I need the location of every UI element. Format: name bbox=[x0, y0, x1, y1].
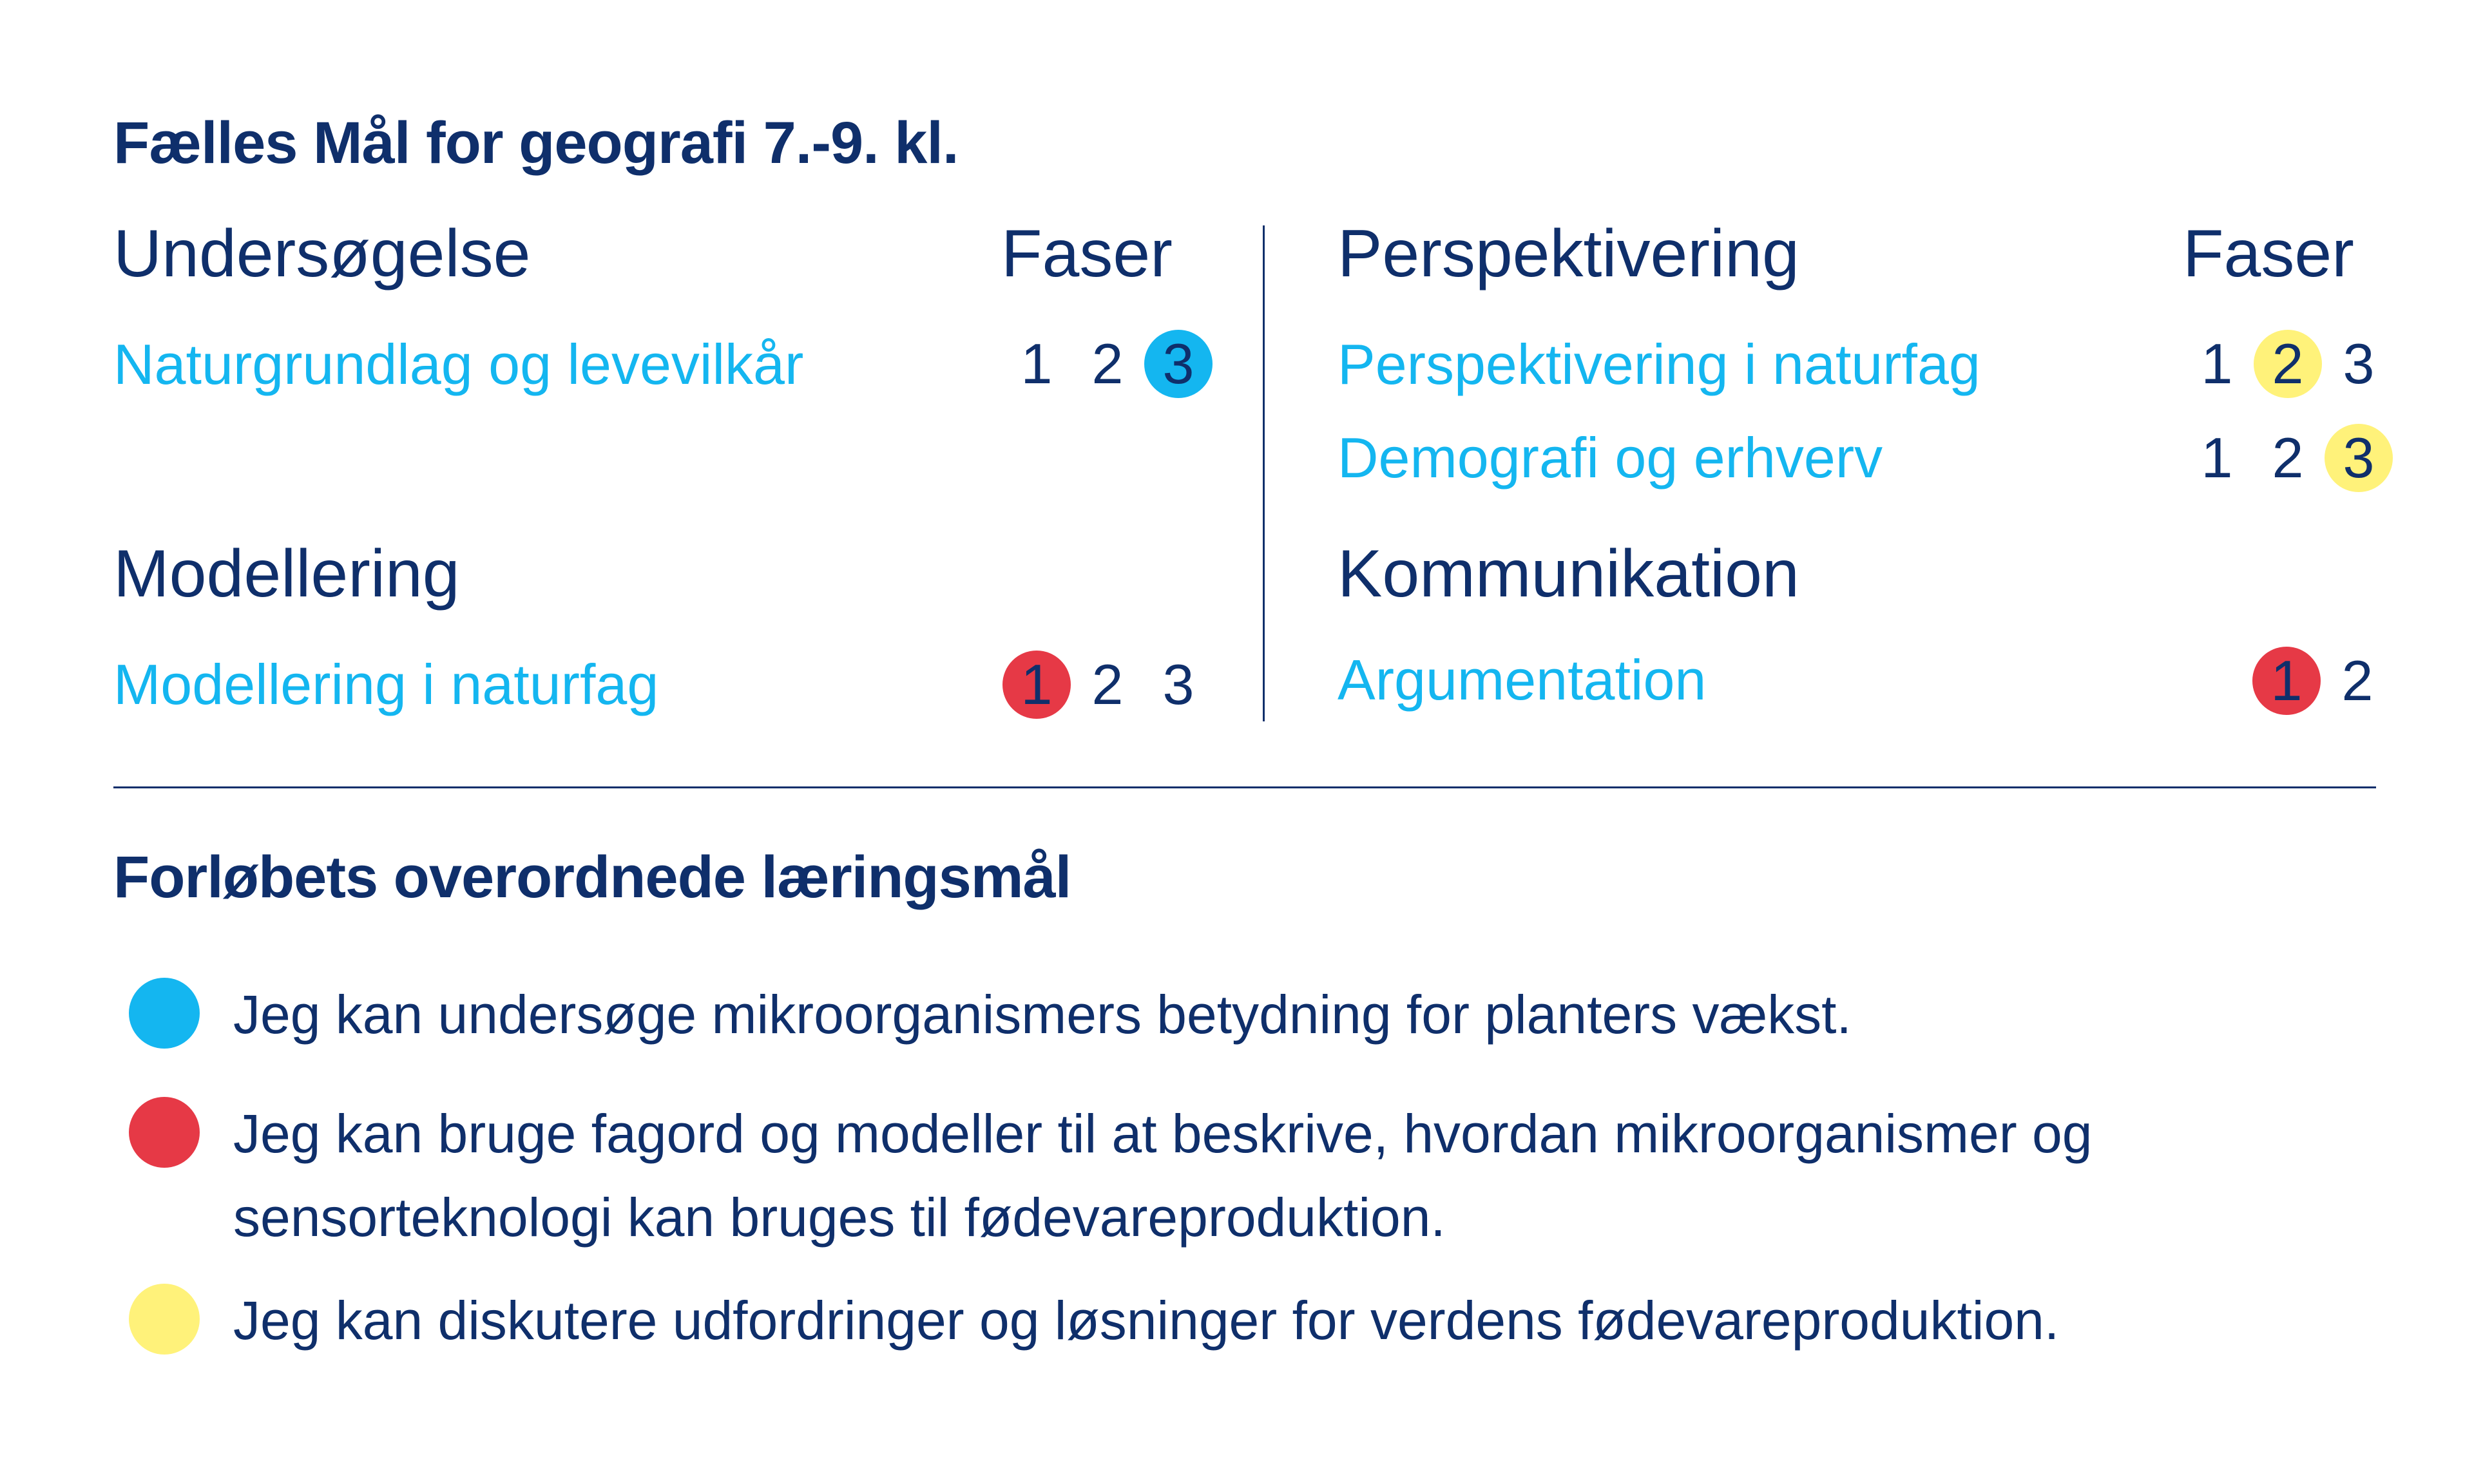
topic-naturgrundlag: Naturgrundlag og levevilkår bbox=[113, 332, 804, 396]
topic-demografi-og-erhverv: Demografi og erhverv bbox=[1338, 426, 1883, 490]
phase-2: 2 bbox=[1091, 332, 1124, 395]
phases-perspektivering bbox=[2183, 330, 2393, 398]
phase-1-highlight-red: 1 bbox=[2252, 647, 2321, 715]
phase-2-highlight-yellow: 2 bbox=[2254, 330, 2322, 398]
phase-3: 3 bbox=[2343, 332, 2375, 395]
goal-text: Jeg kan diskutere udfordringer og løsninger for verdens fødevareproduktion. bbox=[233, 1290, 2060, 1351]
phase-3-highlight-blue: 3 bbox=[1144, 330, 1213, 398]
phase-2: 2 bbox=[2341, 649, 2373, 712]
phases-label-right: Faser bbox=[2183, 216, 2354, 291]
column-divider bbox=[1263, 225, 1265, 721]
phases-naturgrundlag bbox=[1002, 330, 1213, 398]
heading-kommunikation: Kommunikation bbox=[1338, 537, 1799, 611]
goal-item bbox=[129, 973, 2352, 1056]
page-title: Fælles Mål for geografi 7.-9. kl. bbox=[113, 110, 959, 176]
phases-label-left: Faser bbox=[1001, 216, 1173, 291]
topic-modellering-i-naturfag: Modellering i naturfag bbox=[113, 652, 659, 716]
section-divider bbox=[113, 786, 2376, 788]
goal-item bbox=[129, 1279, 2352, 1362]
yellow-dot-icon bbox=[129, 1284, 200, 1355]
goals-heading: Forløbets overordnede læringsmål bbox=[113, 844, 1071, 910]
heading-undersogelse: Undersøgelse bbox=[113, 216, 531, 291]
phase-1: 1 bbox=[1021, 332, 1053, 395]
red-dot-icon bbox=[129, 1097, 200, 1168]
goal-item bbox=[129, 1092, 2352, 1259]
heading-perspektivering: Perspektivering bbox=[1338, 216, 1799, 291]
phase-1-highlight-red: 1 bbox=[1002, 651, 1071, 719]
goal-text: Jeg kan bruge fagord og modeller til at beskrive, hvordan mikroorganismer og sensorteknologi kan bruges til fødevareproduktion. bbox=[233, 1103, 2093, 1248]
topic-argumentation: Argumentation bbox=[1338, 648, 1707, 712]
phases-modellering bbox=[1002, 651, 1213, 719]
phase-3-highlight-yellow: 3 bbox=[2325, 424, 2393, 492]
blue-dot-icon bbox=[129, 978, 200, 1049]
topic-perspektivering-i-naturfag: Perspektivering i naturfag bbox=[1338, 332, 1980, 396]
goal-text: Jeg kan undersøge mikroorganismers betydning for planters vækst. bbox=[233, 984, 1852, 1045]
phase-3: 3 bbox=[1162, 652, 1194, 716]
phase-2: 2 bbox=[1091, 652, 1124, 716]
phase-1: 1 bbox=[2201, 332, 2233, 395]
phases-demografi bbox=[2183, 424, 2393, 492]
phases-argumentation bbox=[2252, 647, 2392, 715]
heading-modellering: Modellering bbox=[113, 537, 460, 611]
phase-2: 2 bbox=[2272, 426, 2304, 490]
phase-1: 1 bbox=[2201, 426, 2233, 490]
